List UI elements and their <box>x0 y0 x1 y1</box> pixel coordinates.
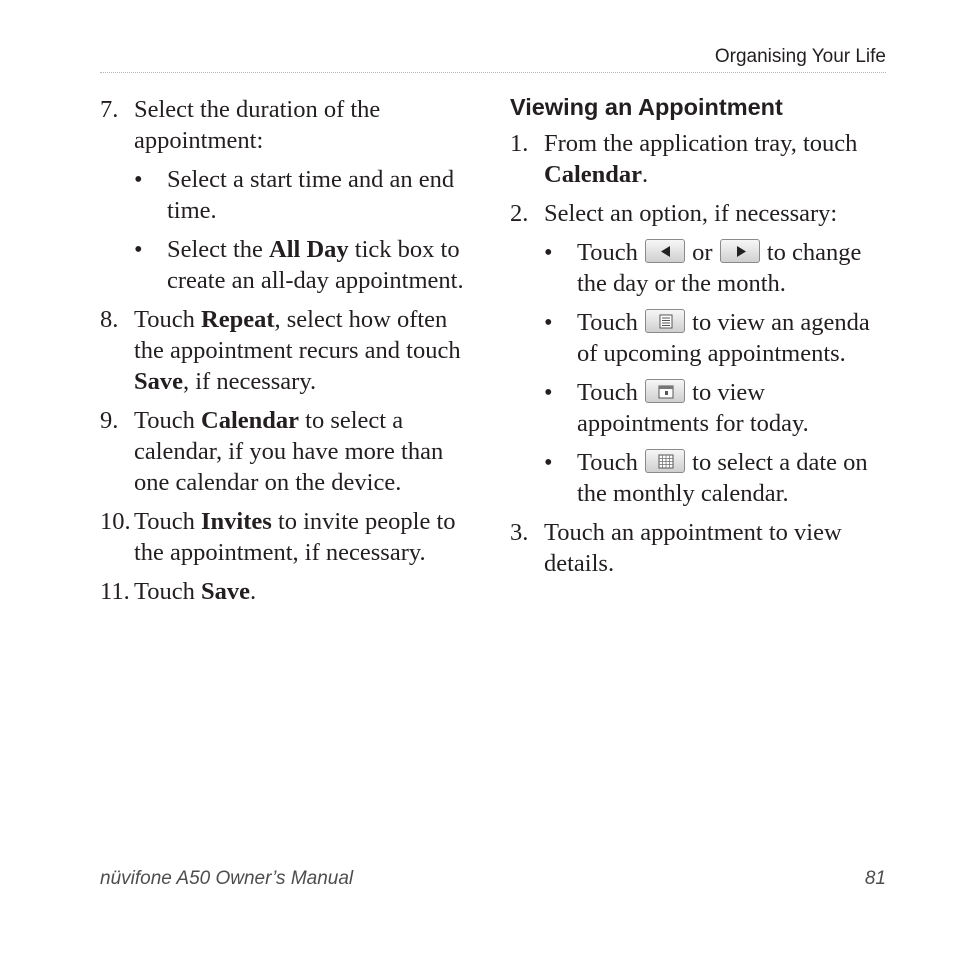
bullet-dot: • <box>544 449 553 476</box>
bullet-dot: • <box>544 309 553 336</box>
today-icon <box>645 379 685 403</box>
step-text-pre: Touch <box>134 578 202 605</box>
step-text-post: . <box>642 161 649 188</box>
step-number: 10. <box>100 508 131 535</box>
step-8 <box>100 304 480 397</box>
left-column <box>100 94 480 615</box>
step-9 <box>100 405 480 498</box>
bullet-item <box>544 237 880 299</box>
bullet-item <box>134 164 480 226</box>
step-text-mid: , select how often the appointment recurs and touch <box>134 306 461 364</box>
step-text-post: to invite people to the appointment, if necessary. <box>134 508 456 566</box>
calendar-term: Calendar <box>201 407 300 434</box>
bullet-dot: • <box>544 379 553 406</box>
bullet-text-mid: or <box>686 239 719 266</box>
step-text-pre: Touch <box>134 306 202 333</box>
bullet-text-pre: Touch <box>577 239 645 266</box>
step-text-post: to select a calendar, if you have more than one calendar on the device. <box>134 407 444 496</box>
save-term: Save <box>201 578 251 605</box>
step-2 <box>510 198 880 509</box>
section-heading: Viewing an Appointment <box>510 94 783 120</box>
header-divider <box>100 72 886 73</box>
month-calendar-icon <box>645 449 685 473</box>
step-text: Select the duration of the appointment: <box>134 96 381 154</box>
bullet-text: Select a start time and an end time. <box>167 166 455 224</box>
right-column <box>510 94 880 587</box>
bullet-item <box>544 377 880 439</box>
step-number: 2. <box>510 200 529 227</box>
calendar-term: Calendar <box>544 161 642 188</box>
step-7 <box>100 94 480 296</box>
step-text-post: . <box>250 578 257 605</box>
bullet-item <box>544 447 880 509</box>
bullet-text-post: to view an agenda of upcoming appointments. <box>577 309 870 367</box>
right-arrow-icon <box>720 239 760 263</box>
left-arrow-icon <box>645 239 685 263</box>
manual-title: nüvifone A50 Owner’s Manual <box>100 868 354 889</box>
step-number: 3. <box>510 519 529 546</box>
step-number: 7. <box>100 96 119 123</box>
bullet-text-pre: Touch <box>577 379 645 406</box>
bullet-text-pre: Touch <box>577 449 645 476</box>
step-text-pre: Touch <box>134 407 202 434</box>
bullet-text-post: to view appointments for today. <box>577 379 809 437</box>
step-number: 1. <box>510 130 529 157</box>
bullet-text-post: tick box to create an all-day appointment. <box>167 236 464 294</box>
step-text: Select an option, if necessary: <box>544 200 838 227</box>
step-3 <box>510 517 880 579</box>
step-text: Touch an appointment to view details. <box>544 519 842 577</box>
bullet-text-pre: Select the <box>167 236 270 263</box>
step-number: 9. <box>100 407 119 434</box>
agenda-icon <box>645 309 685 333</box>
step-text-pre: From the application tray, touch <box>544 130 858 157</box>
bullet-text-pre: Touch <box>577 309 645 336</box>
step-11 <box>100 576 480 607</box>
step-text-pre: Touch <box>134 508 202 535</box>
bullet-dot: • <box>134 166 143 193</box>
step-text-post: , if necessary. <box>183 368 317 395</box>
save-term: Save <box>134 368 183 395</box>
invites-term: Invites <box>201 508 272 535</box>
step-1 <box>510 128 880 190</box>
section-title: Organising Your Life <box>714 46 886 67</box>
bullet-text-post: to select a date on the monthly calendar. <box>577 449 868 507</box>
step-7-bullets <box>134 164 480 296</box>
bullet-item <box>544 307 880 369</box>
step-number: 8. <box>100 306 119 333</box>
bullet-item <box>134 234 480 296</box>
bullet-text-post: to change the day or the month. <box>577 239 862 297</box>
step-10 <box>100 506 480 568</box>
bullet-dot: • <box>544 239 553 266</box>
step-number: 11. <box>100 578 130 605</box>
step-2-bullets <box>544 237 880 509</box>
all-day-term: All Day <box>269 236 349 263</box>
page-number: 81 <box>864 868 886 889</box>
repeat-term: Repeat <box>201 306 275 333</box>
bullet-dot: • <box>134 236 143 263</box>
